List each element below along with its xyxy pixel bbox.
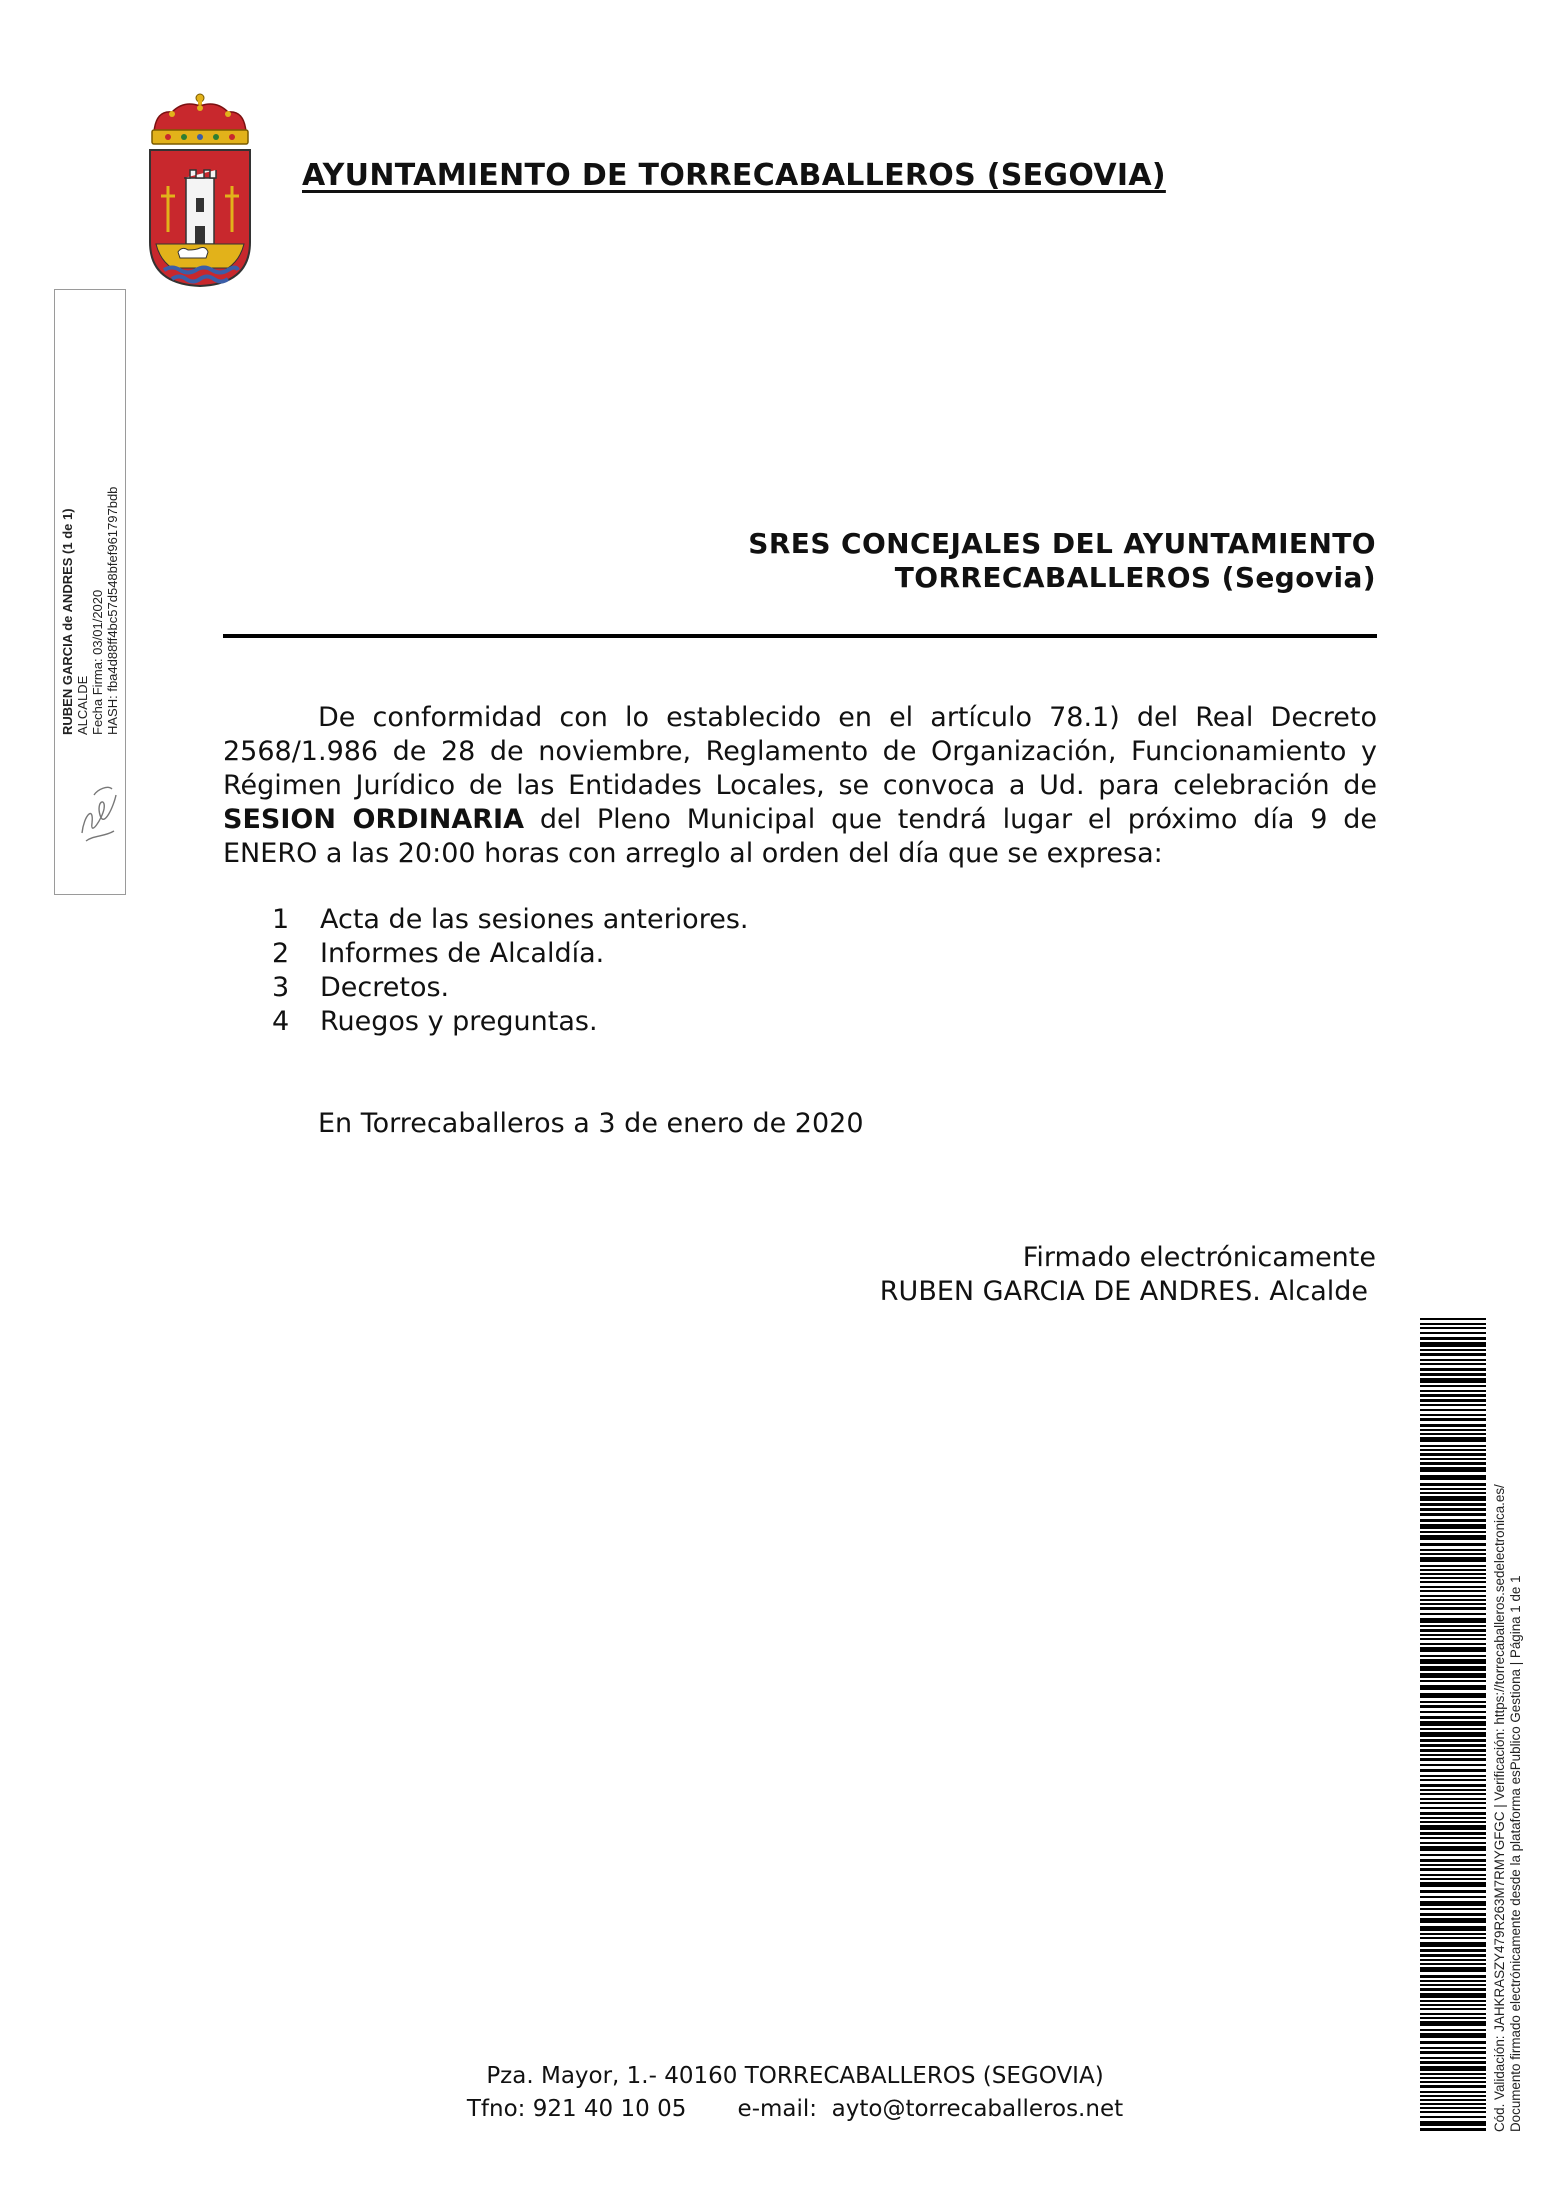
footer-contact (465, 2093, 1125, 2126)
recipient-line-2: TORRECABALLEROS (Segovia) (894, 561, 1376, 594)
crown-icon (152, 94, 248, 144)
agenda-text: Ruegos y preguntas. (320, 1006, 598, 1037)
paragraph-text-1: De conformidad con lo establecido en el artículo 78.1) del Real Decreto 2568/1.986 de 28 de noviembre, Reglamento de Organización, Funcionamiento y Régimen Jurídico de las Entidades Locales, se convoca a Ud. para celebración de (223, 702, 1377, 801)
footer-address: Pza. Mayor, 1.- 40160 TORRECABALLEROS (SEGOVIA) (486, 2063, 1104, 2089)
barcode-icon (1420, 1318, 1486, 2131)
sign-hash: HASH: fba4d88ff4bc57d548bfef961797bdb (105, 486, 120, 735)
page-title: AYUNTAMIENTO DE TORRECABALLEROS (SEGOVIA) (302, 158, 1166, 193)
place-and-date: En Torrecaballeros a 3 de enero de 2020 (318, 1108, 864, 1139)
agenda-text: Informes de Alcaldía. (320, 938, 605, 969)
agenda-number: 2 (272, 938, 290, 969)
convocation-paragraph (223, 701, 1377, 871)
recipient-line-1: SRES CONCEJALES DEL AYUNTAMIENTO (748, 527, 1376, 560)
signer-line: RUBEN GARCIA de ANDRES (1 de 1) (60, 508, 75, 735)
shield-icon (150, 150, 250, 286)
list-item (272, 971, 748, 1005)
validation-line-2: Documento firmado electrónicamente desde la plataforma esPublico Gestiona | Página 1 de 1 (1508, 1575, 1523, 2132)
signature-stamp-text (60, 415, 120, 735)
validation-text (1492, 1312, 1524, 2132)
list-item (272, 937, 748, 971)
agenda-text: Acta de las sesiones anteriores. (320, 904, 749, 935)
session-type: SESION ORDINARIA (223, 804, 524, 835)
agenda-number: 1 (272, 904, 290, 935)
footer-phone: Tfno: 921 40 10 05 (466, 2096, 687, 2122)
agenda-number: 4 (272, 1006, 290, 1037)
agenda-number: 3 (272, 972, 290, 1003)
footer-email: e-mail: ayto@torrecaballeros.net (737, 2096, 1124, 2122)
recipient-block (748, 527, 1376, 595)
horizontal-divider (223, 634, 1377, 638)
signature-line-2: RUBEN GARCIA DE ANDRES. Alcalde (879, 1276, 1368, 1307)
footer (465, 2060, 1125, 2126)
list-item (272, 903, 748, 937)
paragraph-text-2: del Pleno Municipal que tendrá lugar el próximo día 9 de ENERO a las 20:00 horas con arreglo al orden del día que se expresa: (223, 804, 1377, 869)
list-item (272, 1005, 748, 1039)
agenda-text: Decretos. (320, 972, 450, 1003)
signature-block (880, 1241, 1376, 1309)
municipal-coat-of-arms (148, 92, 252, 288)
agenda-list (272, 903, 748, 1039)
validation-line-1: Cód. Validación: JAHKRASZY479R263M7RMYGFGC | Verificación: https://torrecaballeros.sedelectronica.es/ (1492, 1484, 1507, 2132)
handwritten-signature-icon (74, 775, 124, 845)
signer-role: ALCALDE (75, 675, 90, 735)
signature-line-1: Firmado electrónicamente (1022, 1242, 1376, 1273)
sign-date: Fecha Firma: 03/01/2020 (90, 589, 105, 735)
